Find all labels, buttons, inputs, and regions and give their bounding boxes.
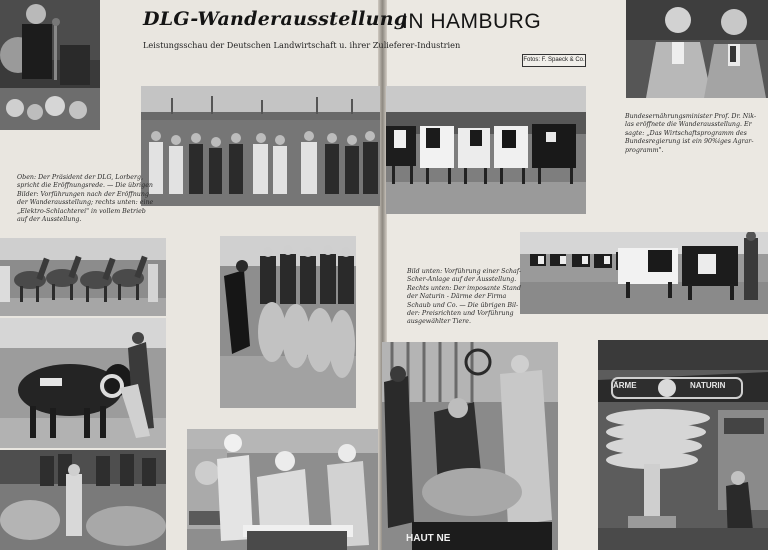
headline-right: IN HAMBURG [402,10,542,33]
photo-cattle-line [386,86,586,214]
photo-pigs [0,450,166,550]
photo-speaker [0,0,100,130]
photo-crowd-ring [141,86,380,206]
subheadline: Leistungsschau der Deutschen Landwirtschaft u. ihrer Zulieferer-Industrien [143,40,461,50]
photo-credit: Fotos: F. Spaeck & Co. [522,54,586,67]
photo-naturin-stand [598,340,768,550]
photo-bull [0,318,166,448]
photo-butchers [187,429,378,550]
photo-ministers [626,0,768,98]
photo-cattle-field [520,232,768,314]
caption-mid-right: Bild unten: Vorführung einer Schaf- Scher-Anlage auf der Ausstellung. Rechts unten: Der imposante Stand der Naturin - Därme der Firma Schaub und Co. — Die übrigen Bil- der: Preisrichten und Vorführung ausgewählter Tiere. [407,268,522,326]
photo-horses [0,238,166,316]
naturin-sign-right: NATURIN [690,381,726,390]
hautne-sign: HAUT NE [406,533,451,544]
photo-shearing [382,342,558,550]
caption-top-right: Bundesernährungsminister Prof. Dr. Nik- las eröffnete die Wanderausstellung. Er sagte: „Das Wirtschaftsprogramm des Bundesregierung ist ein 90%iges Agrar- programm". [625,113,757,154]
photo-sheep-judges [220,236,356,408]
headline-left: DLG-Wanderausstellung [143,8,408,30]
naturin-sign-left: ÄRME [613,381,637,390]
caption-left: Oben: Der Präsident der DLG, Lorberg, spricht die Eröffnungsrede. — Die übrigen Bilder: Vorführungen nach der Eröffnung der Wanderausstellung; rechts unten: eine „Elektro-Schlachterei" in vollem Betrieb auf der Ausstellung. [17,174,154,224]
